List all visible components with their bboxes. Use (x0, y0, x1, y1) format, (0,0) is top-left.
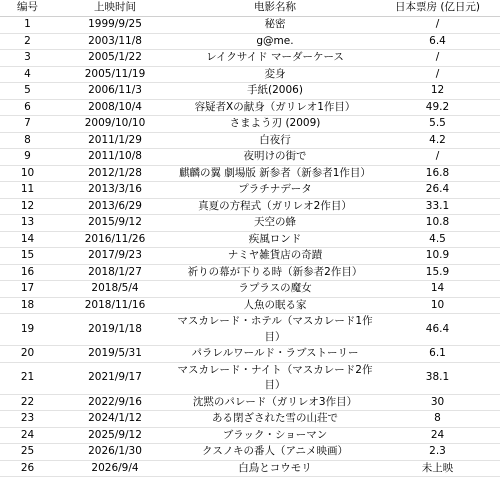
header-number: 编号 (0, 0, 55, 17)
cell-number: 20 (0, 346, 55, 363)
table-row (0, 427, 500, 444)
cell-number: 9 (0, 149, 55, 166)
cell-movie-title: ラプラスの魔女 (175, 281, 375, 298)
cell-release-date: 2015/9/12 (55, 215, 175, 232)
cell-release-date: 2016/11/26 (55, 231, 175, 248)
table-row (0, 165, 500, 182)
cell-number: 12 (0, 198, 55, 215)
header-release-date: 上映时间 (55, 0, 175, 17)
cell-box-office: / (375, 50, 500, 67)
cell-box-office: 26.4 (375, 182, 500, 199)
cell-release-date: 2011/1/29 (55, 132, 175, 149)
cell-number: 8 (0, 132, 55, 149)
cell-movie-title: マスカレード・ホテル（マスカレード1作目） (175, 314, 375, 346)
cell-box-office: 10.8 (375, 215, 500, 232)
cell-release-date: 2005/11/19 (55, 66, 175, 83)
cell-number: 15 (0, 248, 55, 265)
cell-number: 2 (0, 33, 55, 50)
cell-number: 18 (0, 297, 55, 314)
cell-release-date: 2018/1/27 (55, 264, 175, 281)
cell-release-date: 2025/9/12 (55, 427, 175, 444)
cell-release-date: 2018/11/16 (55, 297, 175, 314)
cell-movie-title: クスノキの番人（アニメ映画） (175, 444, 375, 461)
table-row (0, 231, 500, 248)
cell-release-date: 2006/11/3 (55, 83, 175, 100)
cell-movie-title: 容疑者Xの献身（ガリレオ1作目） (175, 99, 375, 116)
cell-box-office: 4.5 (375, 231, 500, 248)
cell-movie-title: 白夜行 (175, 132, 375, 149)
cell-release-date: 2008/10/4 (55, 99, 175, 116)
cell-box-office: / (375, 66, 500, 83)
cell-release-date: 2019/1/18 (55, 314, 175, 346)
table-row (0, 248, 500, 265)
table-row (0, 99, 500, 116)
cell-box-office: 24 (375, 427, 500, 444)
cell-movie-title: 疾風ロンド (175, 231, 375, 248)
cell-movie-title: 手紙(2006) (175, 83, 375, 100)
cell-box-office: 6.4 (375, 33, 500, 50)
table-row (0, 394, 500, 411)
cell-number: 26 (0, 460, 55, 477)
cell-release-date: 2022/9/16 (55, 394, 175, 411)
cell-movie-title: g@me. (175, 33, 375, 50)
cell-release-date: 2013/3/16 (55, 182, 175, 199)
cell-number: 16 (0, 264, 55, 281)
cell-number: 14 (0, 231, 55, 248)
cell-movie-title: 人魚の眠る家 (175, 297, 375, 314)
cell-movie-title: 祈りの幕が下りる時（新参者2作目） (175, 264, 375, 281)
cell-movie-title: プラチナデータ (175, 182, 375, 199)
cell-movie-title: 夜明けの街で (175, 149, 375, 166)
cell-movie-title: ナミヤ雑貨店の奇蹟 (175, 248, 375, 265)
cell-number: 11 (0, 182, 55, 199)
cell-box-office: 6.1 (375, 346, 500, 363)
cell-box-office: 10.9 (375, 248, 500, 265)
table-row (0, 116, 500, 133)
cell-box-office: 16.8 (375, 165, 500, 182)
cell-release-date: 2021/9/17 (55, 362, 175, 394)
table-row (0, 66, 500, 83)
cell-movie-title: 秘密 (175, 17, 375, 34)
cell-number: 17 (0, 281, 55, 298)
cell-release-date: 2012/1/28 (55, 165, 175, 182)
table-row (0, 362, 500, 394)
cell-box-office: 49.2 (375, 99, 500, 116)
cell-movie-title: 天空の蜂 (175, 215, 375, 232)
cell-box-office: 33.1 (375, 198, 500, 215)
table-row (0, 314, 500, 346)
cell-release-date: 2026/9/4 (55, 460, 175, 477)
cell-number: 3 (0, 50, 55, 67)
table-row (0, 264, 500, 281)
cell-box-office: 10 (375, 297, 500, 314)
cell-number: 10 (0, 165, 55, 182)
table-body (0, 17, 500, 477)
table-row (0, 281, 500, 298)
table-row (0, 17, 500, 34)
table-row (0, 346, 500, 363)
cell-box-office: 5.5 (375, 116, 500, 133)
cell-box-office: / (375, 149, 500, 166)
cell-release-date: 2018/5/4 (55, 281, 175, 298)
cell-box-office: 15.9 (375, 264, 500, 281)
cell-release-date: 2003/11/8 (55, 33, 175, 50)
table-row (0, 132, 500, 149)
cell-number: 23 (0, 411, 55, 428)
cell-box-office: 2.3 (375, 444, 500, 461)
cell-number: 7 (0, 116, 55, 133)
cell-release-date: 2013/6/29 (55, 198, 175, 215)
cell-release-date: 2009/10/10 (55, 116, 175, 133)
cell-movie-title: 白鳥とコウモリ (175, 460, 375, 477)
cell-box-office: 4.2 (375, 132, 500, 149)
cell-movie-title: 麒麟の翼 劇場版 新参者（新参者1作目） (175, 165, 375, 182)
cell-release-date: 2011/10/8 (55, 149, 175, 166)
table-row (0, 33, 500, 50)
table-row (0, 198, 500, 215)
cell-release-date: 1999/9/25 (55, 17, 175, 34)
cell-movie-title: 変身 (175, 66, 375, 83)
cell-number: 19 (0, 314, 55, 346)
cell-number: 22 (0, 394, 55, 411)
cell-number: 25 (0, 444, 55, 461)
table-row (0, 460, 500, 477)
cell-number: 13 (0, 215, 55, 232)
cell-release-date: 2024/1/12 (55, 411, 175, 428)
cell-number: 24 (0, 427, 55, 444)
cell-box-office: 未上映 (375, 460, 500, 477)
table-row (0, 215, 500, 232)
cell-movie-title: ある閉ざされた雪の山荘で (175, 411, 375, 428)
cell-box-office: 14 (375, 281, 500, 298)
cell-box-office: 38.1 (375, 362, 500, 394)
cell-box-office: / (375, 17, 500, 34)
header-movie-title: 电影名称 (175, 0, 375, 17)
cell-movie-title: ブラック・ショーマン (175, 427, 375, 444)
table-row (0, 182, 500, 199)
header-row (0, 0, 500, 17)
cell-release-date: 2019/5/31 (55, 346, 175, 363)
table-row (0, 297, 500, 314)
cell-release-date: 2017/9/23 (55, 248, 175, 265)
cell-number: 6 (0, 99, 55, 116)
cell-box-office: 12 (375, 83, 500, 100)
table-row (0, 411, 500, 428)
cell-number: 1 (0, 17, 55, 34)
table-row (0, 50, 500, 67)
cell-movie-title: パラレルワールド・ラブストーリー (175, 346, 375, 363)
cell-number: 5 (0, 83, 55, 100)
cell-movie-title: 沈黙のパレード（ガリレオ3作目） (175, 394, 375, 411)
cell-release-date: 2005/1/22 (55, 50, 175, 67)
cell-box-office: 46.4 (375, 314, 500, 346)
cell-movie-title: さまよう刃 (2009) (175, 116, 375, 133)
cell-movie-title: 真夏の方程式（ガリレオ2作目） (175, 198, 375, 215)
cell-box-office: 30 (375, 394, 500, 411)
header-box-office: 日本票房 (亿日元) (375, 0, 500, 17)
cell-release-date: 2026/1/30 (55, 444, 175, 461)
table-row (0, 444, 500, 461)
cell-movie-title: レイクサイド マーダーケース (175, 50, 375, 67)
cell-movie-title: マスカレード・ナイト（マスカレード2作目） (175, 362, 375, 394)
cell-number: 4 (0, 66, 55, 83)
table-row (0, 149, 500, 166)
cell-box-office: 8 (375, 411, 500, 428)
cell-number: 21 (0, 362, 55, 394)
table-row (0, 83, 500, 100)
